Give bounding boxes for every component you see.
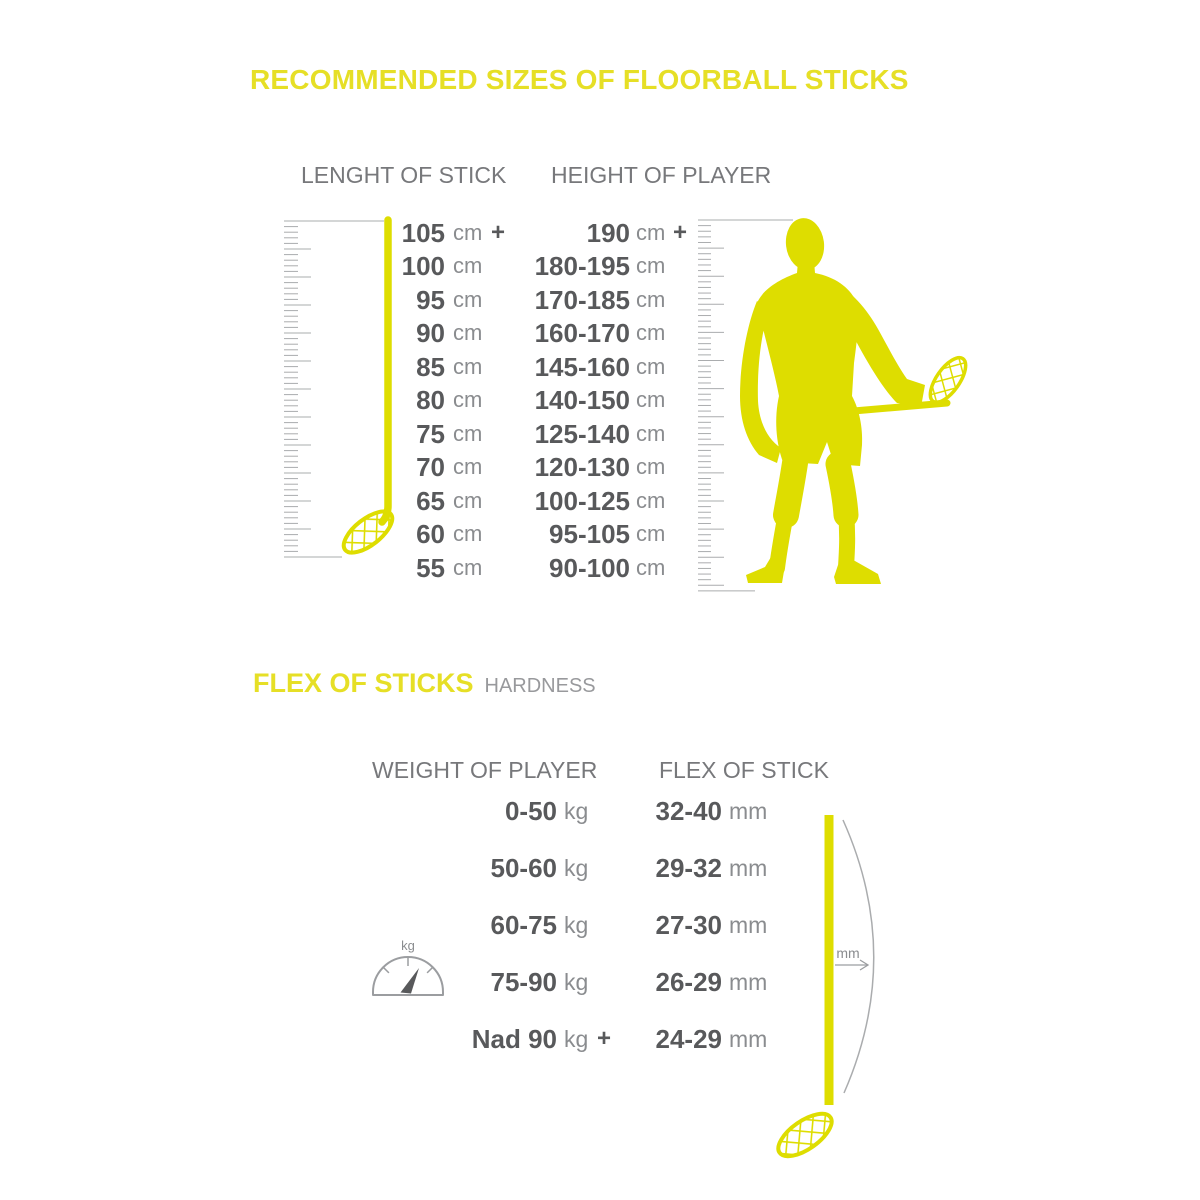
weight-unit: kg xyxy=(564,1026,589,1052)
flex-value: 32-40 xyxy=(655,796,722,826)
flex-unit: mm xyxy=(729,1026,768,1052)
size-chart-row xyxy=(0,316,1200,350)
weight-unit: kg xyxy=(564,798,589,824)
player-height-value: 145-160 xyxy=(534,351,630,382)
flex-section-subtitle: HARDNESS xyxy=(484,675,596,697)
player-height-value: 120-130 xyxy=(534,452,630,483)
flex-value: 29-32 xyxy=(655,853,722,883)
flex-stick-icon xyxy=(758,808,898,1176)
column-header-weight: WEIGHT OF PLAYER xyxy=(372,757,598,783)
size-chart-row xyxy=(0,249,1200,283)
stick-length-unit: cm xyxy=(453,387,483,413)
page-title: RECOMMENDED SIZES OF FLOORBALL STICKS xyxy=(250,64,909,95)
flex-chart-row xyxy=(0,794,1200,851)
stick-length-unit: cm xyxy=(453,220,483,245)
size-chart-row xyxy=(0,350,1200,384)
stick-length-value: 100 xyxy=(401,251,445,282)
flex-unit: mm xyxy=(729,855,768,881)
weight-unit: kg xyxy=(564,969,589,995)
flex-unit: mm xyxy=(729,969,768,995)
player-height-value: 95-105 xyxy=(549,519,630,550)
flex-section-heading xyxy=(253,668,596,699)
size-chart-row xyxy=(0,383,1200,417)
stick-length-unit: cm xyxy=(453,521,483,547)
player-height-unit: cm xyxy=(636,253,666,279)
flex-chart-row xyxy=(0,1022,1200,1079)
stick-length-value: 70 xyxy=(416,452,445,483)
flex-section-title: FLEX OF STICKS xyxy=(253,668,474,698)
player-height-unit: cm xyxy=(636,286,666,312)
player-height-unit: cm xyxy=(636,353,666,379)
flex-chart-row xyxy=(0,851,1200,908)
stick-length-unit: cm xyxy=(453,454,483,480)
player-height-unit: cm xyxy=(636,387,666,413)
size-chart-row xyxy=(0,450,1200,484)
player-height-value: 125-140 xyxy=(534,418,630,449)
size-chart-row xyxy=(0,484,1200,518)
size-chart-row xyxy=(0,283,1200,317)
flex-value: 27-30 xyxy=(655,910,722,940)
weight-value: Nad 90 xyxy=(471,1024,557,1054)
player-height-unit: cm xyxy=(636,521,666,547)
flex-unit: mm xyxy=(729,798,768,824)
stick-length-unit: cm xyxy=(453,420,483,446)
player-height-value: 140-150 xyxy=(534,385,630,416)
weight-value: 75-90 xyxy=(490,967,557,997)
weight-unit: kg xyxy=(564,912,589,938)
player-height-value: 160-170 xyxy=(534,318,630,349)
player-height-value: 180-195 xyxy=(534,251,630,282)
plus-sign: + xyxy=(673,219,688,246)
plus-sign: + xyxy=(597,1025,612,1052)
flex-chart-row xyxy=(0,908,1200,965)
player-height-unit: cm xyxy=(636,420,666,446)
stick-length-value: 85 xyxy=(416,351,445,382)
weight-value: 50-60 xyxy=(490,853,557,883)
stick-length-unit: cm xyxy=(453,487,483,513)
player-height-unit: cm xyxy=(636,554,666,580)
stick-length-value: 75 xyxy=(416,418,445,449)
plus-sign: + xyxy=(491,219,506,246)
player-height-value: 190 xyxy=(586,218,630,248)
weight-gauge-icon xyxy=(366,932,454,1006)
stick-length-value: 60 xyxy=(416,519,445,550)
flex-unit: mm xyxy=(729,912,768,938)
size-chart-row xyxy=(0,417,1200,451)
stick-length-unit: cm xyxy=(453,353,483,379)
stick-length-value: 55 xyxy=(416,552,445,583)
flex-arrow xyxy=(835,960,868,970)
gauge-kg-label: kg xyxy=(401,938,415,953)
stick-length-unit: cm xyxy=(453,554,483,580)
size-chart-row xyxy=(0,216,1200,250)
weight-value: 0-50 xyxy=(504,796,557,826)
player-height-value: 170-185 xyxy=(534,284,630,315)
stick-length-unit: cm xyxy=(453,320,483,346)
player-height-unit: cm xyxy=(636,487,666,513)
flex-value: 24-29 xyxy=(655,1024,722,1054)
player-height-value: 100-125 xyxy=(534,485,630,516)
player-height-value: 90-100 xyxy=(549,552,630,583)
column-header-flex: FLEX OF STICK xyxy=(659,757,829,783)
stick-length-value: 90 xyxy=(416,318,445,349)
flex-value: 26-29 xyxy=(655,967,722,997)
size-chart-row xyxy=(0,551,1200,585)
weight-unit: kg xyxy=(564,855,589,881)
stick-length-unit: cm xyxy=(453,286,483,312)
stick-length-unit: cm xyxy=(453,253,483,279)
player-height-unit: cm xyxy=(636,220,666,245)
stick-length-value: 95 xyxy=(416,284,445,315)
flex-chart-row xyxy=(0,965,1200,1022)
stick-length-value: 65 xyxy=(416,485,445,516)
weight-value: 60-75 xyxy=(490,910,557,940)
column-header-player-height: HEIGHT OF PLAYER xyxy=(551,162,772,188)
player-height-unit: cm xyxy=(636,320,666,346)
stick-length-value: 105 xyxy=(401,218,445,248)
stick-length-value: 80 xyxy=(416,385,445,416)
size-chart-row xyxy=(0,517,1200,551)
player-height-unit: cm xyxy=(636,454,666,480)
column-header-stick-length: LENGHT OF STICK xyxy=(301,162,507,188)
flex-mm-label: mm xyxy=(836,945,860,961)
